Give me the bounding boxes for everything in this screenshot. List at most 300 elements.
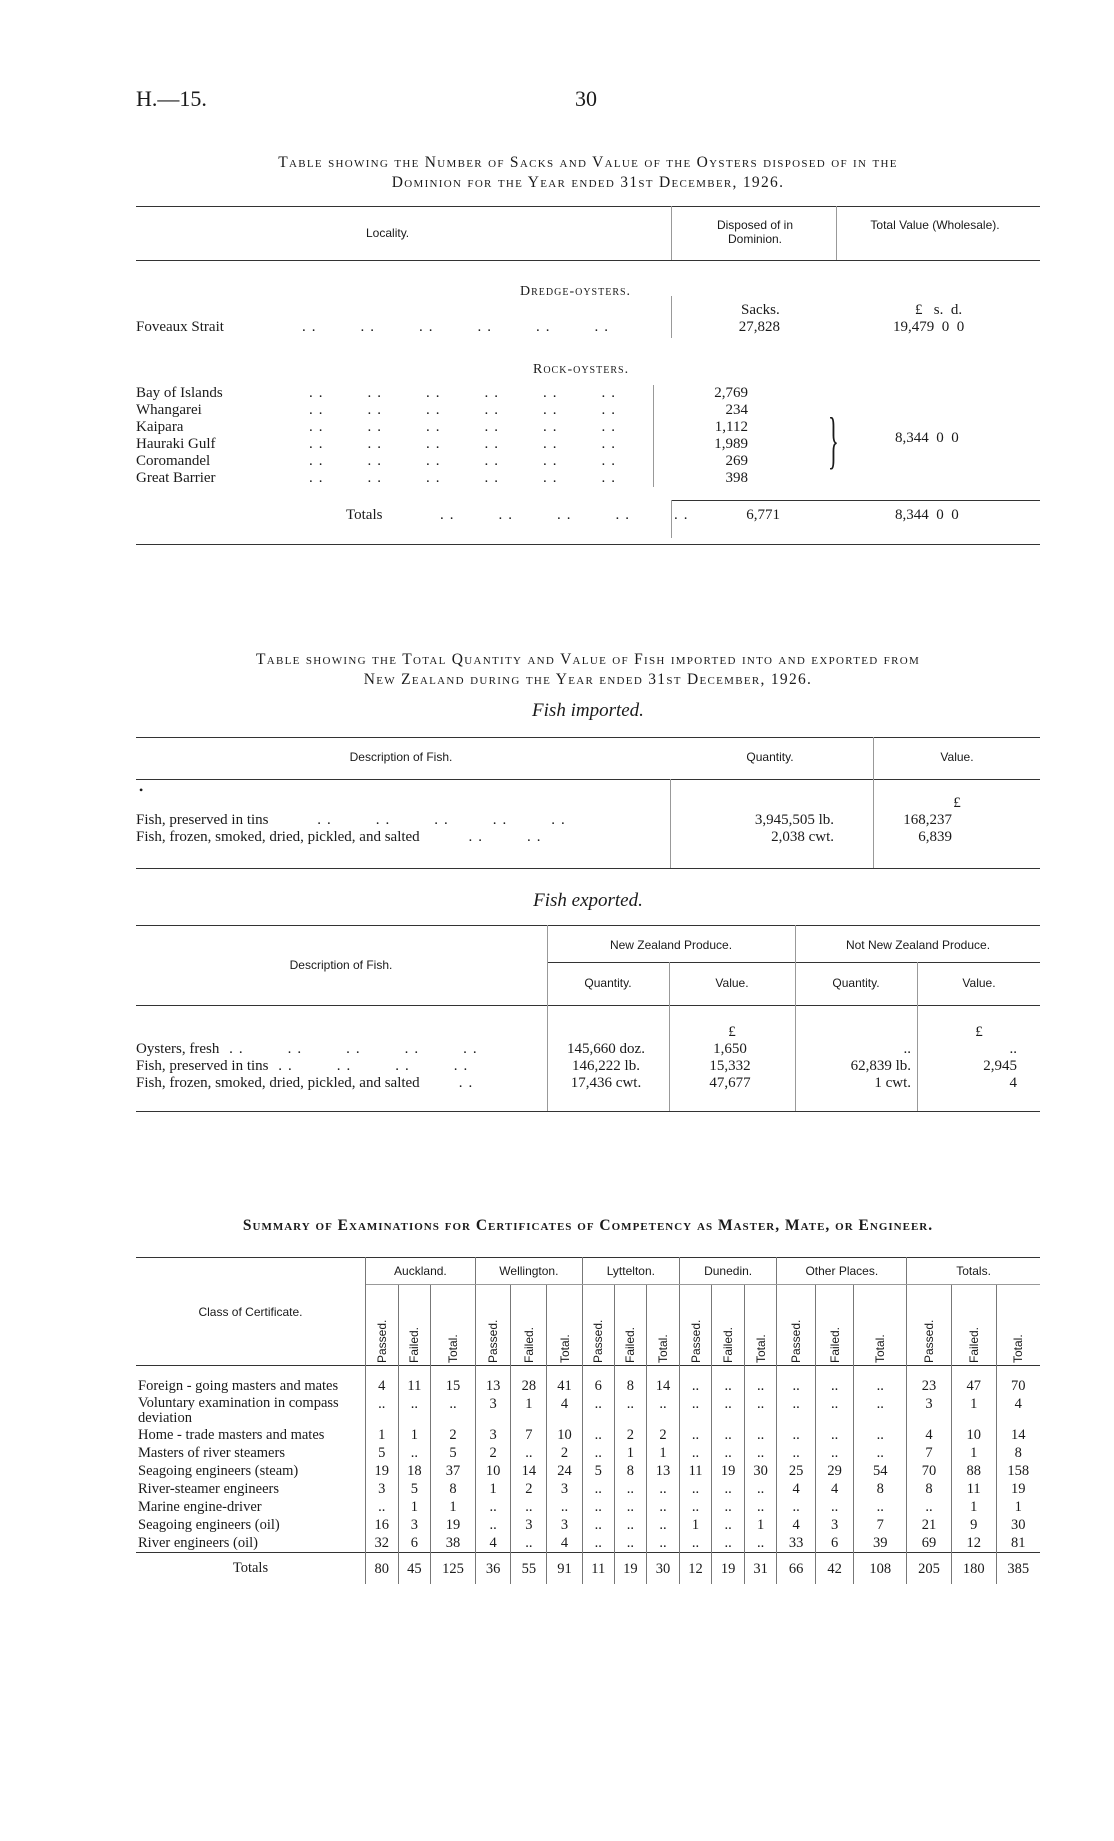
cell-value: ..	[582, 1426, 614, 1444]
cell-value: ..	[398, 1444, 431, 1462]
imported-top-rule	[136, 737, 1040, 738]
cell-value: 3	[475, 1395, 511, 1426]
imported-header-rule	[136, 779, 1040, 780]
exported-val1: 1,650	[713, 1041, 747, 1057]
rock-row-sacks: 1,112	[654, 419, 753, 436]
cell-value: 205	[907, 1553, 952, 1585]
table-row	[132, 470, 752, 487]
cell-value: 1	[647, 1444, 680, 1462]
cell-value: 4	[907, 1426, 952, 1444]
col-disposed-header: Disposed of in Dominion.	[716, 218, 794, 246]
table-row	[132, 402, 752, 419]
cell-value: 10	[475, 1462, 511, 1480]
exported-col-qty1: Quantity.	[584, 976, 632, 990]
cell-value: ..	[744, 1480, 777, 1498]
leader-dots: .. .. .. .. .. ..	[309, 453, 621, 469]
cell-value: ..	[712, 1516, 745, 1534]
table-row	[132, 812, 956, 829]
cell-value: 14	[647, 1366, 680, 1396]
cell-value: 11	[951, 1480, 996, 1498]
cell-value: 3	[398, 1516, 431, 1534]
cell-value: ..	[712, 1480, 745, 1498]
oysters-caption-line2: Dominion for the Year ended 31st December, 1926.	[391, 174, 785, 191]
cell-value: ..	[712, 1426, 745, 1444]
table-row	[136, 1480, 1040, 1498]
cell-value: ..	[777, 1366, 815, 1396]
cell-value: ..	[582, 1444, 614, 1462]
cell-value: ..	[614, 1480, 647, 1498]
cell-value: 2	[614, 1426, 647, 1444]
cell-value: 2	[647, 1426, 680, 1444]
cell-value: ..	[712, 1366, 745, 1396]
cell-value: ..	[744, 1426, 777, 1444]
cell-value: 8	[614, 1462, 647, 1480]
exported-mid-rule	[548, 962, 1040, 963]
cell-value: 3	[547, 1480, 583, 1498]
exams-body	[136, 1366, 1040, 1585]
dredge-row-sacks: 27,828	[738, 319, 780, 335]
exported-qty1: 145,660 doz.	[567, 1041, 645, 1057]
exported-top-rule	[136, 925, 1040, 926]
cell-value: ..	[744, 1395, 777, 1426]
cell-value: 39	[854, 1534, 907, 1553]
rock-row-name: Kaipara	[136, 419, 184, 435]
cell-value: 5	[366, 1444, 399, 1462]
place-wellington: Wellington.	[475, 1258, 582, 1285]
cell-value: 18	[398, 1462, 431, 1480]
exported-val2: 4	[1009, 1075, 1017, 1091]
row-label: Totals	[136, 1553, 366, 1585]
pound-sign: £	[975, 1024, 983, 1040]
cell-value: 91	[547, 1553, 583, 1585]
rock-row-name: Great Barrier	[136, 470, 216, 486]
cell-value: 19	[712, 1462, 745, 1480]
imported-qty: 3,945,505 lb.	[754, 812, 834, 828]
col-total: Total.	[547, 1285, 583, 1366]
cell-value: 6	[398, 1534, 431, 1553]
exams-table	[136, 1257, 1040, 1584]
place-auckland: Auckland.	[366, 1258, 476, 1285]
imported-val: 168,237	[903, 812, 952, 828]
col-failed: Failed.	[614, 1285, 647, 1366]
cell-value: 16	[366, 1516, 399, 1534]
cell-value: 30	[1011, 1517, 1026, 1533]
right-brace: }	[828, 404, 839, 475]
cell-value: 24	[547, 1462, 583, 1480]
table-row	[132, 419, 752, 436]
table-row	[132, 1058, 1021, 1075]
exported-bottom-rule	[136, 1111, 1040, 1112]
col-divider	[671, 500, 672, 538]
leader-dots: .. .. .. .. .. ..	[309, 470, 621, 486]
cell-value: ..	[547, 1498, 583, 1516]
cell-value: ..	[712, 1534, 745, 1553]
col-passed: Passed.	[777, 1285, 815, 1366]
fish-caption-line1: Table showing the Total Quantity and Value of Fish imported into and exported from	[255, 651, 921, 668]
cell-value: ..	[679, 1534, 712, 1553]
col-total: Total.	[854, 1285, 907, 1366]
fish-imported-title: Fish imported.	[532, 700, 644, 721]
oysters-caption-line1: Table showing the Number of Sacks and Value of the Oysters disposed of in the	[278, 154, 898, 171]
row-label: Masters of river steamers	[136, 1444, 366, 1462]
cell-value: 1	[366, 1426, 399, 1444]
cell-value: 30	[647, 1553, 680, 1585]
exported-qty2: 62,839 lb.	[850, 1058, 911, 1074]
col-failed: Failed.	[511, 1285, 547, 1366]
col-total: Total.	[431, 1285, 476, 1366]
cell-value: ..	[614, 1498, 647, 1516]
table-row	[136, 1366, 1040, 1396]
exported-qty1: 17,436 cwt.	[570, 1075, 642, 1091]
cell-value: 42	[815, 1553, 853, 1585]
cell-value: 1	[679, 1516, 712, 1534]
col-failed: Failed.	[398, 1285, 431, 1366]
exported-col-qty2: Quantity.	[832, 976, 880, 990]
col-divider	[836, 206, 837, 260]
cell-value: ..	[777, 1426, 815, 1444]
rock-row-sacks: 234	[654, 402, 753, 419]
cell-value: 3	[511, 1516, 547, 1534]
cell-value: 11	[398, 1366, 431, 1396]
cell-value: 10	[547, 1426, 583, 1444]
cell-value: 1	[431, 1498, 476, 1516]
cell-value: ..	[582, 1516, 614, 1534]
col-passed: Passed.	[475, 1285, 511, 1366]
cell-value: 38	[431, 1534, 476, 1553]
leader-dots: .. .. .. .. ..	[440, 507, 694, 523]
rock-row-sacks: 2,769	[654, 385, 753, 402]
place-dunedin: Dunedin.	[679, 1258, 777, 1285]
cell-value: ..	[582, 1498, 614, 1516]
row-label: Seagoing engineers (oil)	[136, 1516, 366, 1534]
exported-desc: Fish, preserved in tins .. .. .. ..	[136, 1058, 474, 1074]
imported-bottom-rule	[136, 868, 1040, 869]
cell-value: 7	[907, 1444, 952, 1462]
cell-value: 9	[951, 1516, 996, 1534]
col-locality-header: Locality.	[366, 226, 410, 240]
cell-value: 8	[614, 1366, 647, 1396]
rock-row-name: Hauraki Gulf	[136, 436, 216, 452]
leader-dots: .. .. .. .. .. ..	[309, 385, 621, 401]
cell-value: ..	[511, 1498, 547, 1516]
cell-value: 158	[1007, 1463, 1030, 1479]
leader-dots: .. .. .. .. .. ..	[309, 419, 621, 435]
cell-value: 1	[398, 1426, 431, 1444]
exported-col-val1: Value.	[715, 976, 749, 990]
rock-oysters-table	[132, 385, 752, 487]
imported-val: 6,839	[918, 829, 952, 845]
cell-value: ..	[854, 1444, 907, 1462]
exported-desc: Oysters, fresh .. .. .. .. ..	[136, 1041, 483, 1057]
cell-value: ..	[366, 1395, 399, 1426]
cell-value: 14	[511, 1462, 547, 1480]
cell-value: ..	[511, 1444, 547, 1462]
cell-value: ..	[854, 1426, 907, 1444]
cell-value: ..	[712, 1498, 745, 1516]
cell-value: 70	[1011, 1378, 1026, 1394]
cell-value: 3	[475, 1426, 511, 1444]
pound-sign: £	[728, 1024, 736, 1040]
cell-value: ..	[744, 1366, 777, 1396]
cell-value: 28	[511, 1366, 547, 1396]
cell-value: ..	[815, 1366, 853, 1396]
col-passed: Passed.	[582, 1285, 614, 1366]
imported-col-desc: Description of Fish.	[349, 750, 453, 764]
cell-value: 19	[712, 1553, 745, 1585]
cell-value: ..	[679, 1480, 712, 1498]
cell-value: 2	[547, 1444, 583, 1462]
cell-value: ..	[647, 1516, 680, 1534]
exported-desc: Fish, frozen, smoked, dried, pickled, and salted ..	[136, 1075, 479, 1091]
cell-value: ..	[614, 1395, 647, 1426]
oysters-bottom-rule	[136, 544, 1040, 545]
unit-lsd: £ s. d.	[915, 302, 963, 318]
cell-value: ..	[511, 1534, 547, 1553]
totals-value: 8,344 0 0	[895, 507, 959, 523]
document-reference: H.—15.	[136, 86, 207, 111]
cell-value: 37	[431, 1462, 476, 1480]
header-row	[136, 1258, 1040, 1285]
not-nz-produce-header: Not New Zealand Produce.	[845, 938, 991, 952]
rock-row-sacks: 1,989	[654, 436, 753, 453]
cell-value: 4	[475, 1534, 511, 1553]
totals-label: Totals	[346, 507, 383, 523]
cell-value: 12	[679, 1553, 712, 1585]
fish-caption-line2: New Zealand during the Year ended 31st December, 1926.	[363, 671, 813, 688]
col-failed: Failed.	[815, 1285, 853, 1366]
row-label: River engineers (oil)	[136, 1534, 366, 1553]
cell-value: ..	[582, 1480, 614, 1498]
exported-val1: 47,677	[709, 1075, 751, 1091]
cell-value: ..	[815, 1426, 853, 1444]
cell-value: ..	[744, 1498, 777, 1516]
cell-value: 385	[1007, 1561, 1030, 1577]
cell-value: 11	[582, 1553, 614, 1585]
col-passed: Passed.	[679, 1285, 712, 1366]
cell-value: ..	[679, 1366, 712, 1396]
totals-sacks: 6,771	[746, 507, 780, 523]
place-other: Other Places.	[777, 1258, 907, 1285]
dredge-row-name: Foveaux Strait	[136, 319, 224, 335]
row-label: Seagoing engineers (steam)	[136, 1462, 366, 1480]
fish-exported-title: Fish exported.	[533, 890, 643, 911]
col-passed: Passed.	[907, 1285, 952, 1366]
cell-value: 55	[511, 1553, 547, 1585]
cell-value: ..	[744, 1534, 777, 1553]
col-divider	[671, 206, 672, 260]
col-total: Total.	[647, 1285, 680, 1366]
cell-value: ..	[647, 1498, 680, 1516]
pound-sign: £	[953, 795, 961, 811]
place-lyttelton: Lyttelton.	[582, 1258, 679, 1285]
cell-value: ..	[366, 1498, 399, 1516]
col-class: Class of Certificate.	[136, 1258, 366, 1366]
cell-value: 4	[547, 1534, 583, 1553]
col-total: Total.	[744, 1285, 777, 1366]
cell-value: ..	[679, 1426, 712, 1444]
cell-value: ..	[679, 1444, 712, 1462]
cell-value: 66	[777, 1553, 815, 1585]
table-row	[136, 1462, 1040, 1480]
cell-value: ..	[744, 1444, 777, 1462]
cell-value: 30	[744, 1462, 777, 1480]
cell-value: 1	[511, 1395, 547, 1426]
cell-value: 4	[777, 1516, 815, 1534]
cell-value: 1	[951, 1395, 996, 1426]
cell-value: 7	[854, 1516, 907, 1534]
page-number: 30	[575, 86, 597, 111]
cell-value: 54	[854, 1462, 907, 1480]
cell-value: 1	[744, 1516, 777, 1534]
exported-val2: ..	[1009, 1041, 1017, 1057]
oysters-top-rule	[136, 206, 1040, 207]
col-failed: Failed.	[712, 1285, 745, 1366]
table-row	[136, 1516, 1040, 1534]
cell-value: 11	[679, 1462, 712, 1480]
cell-value: ..	[398, 1395, 431, 1426]
cell-value: 45	[398, 1553, 431, 1585]
cell-value: 1	[398, 1498, 431, 1516]
cell-value: 5	[431, 1444, 476, 1462]
cell-value: 19	[431, 1516, 476, 1534]
row-label: Voluntary examination in compass deviation	[136, 1395, 366, 1426]
cell-value: 2	[511, 1480, 547, 1498]
table-row	[132, 453, 752, 470]
dredge-row-value: 19,479 0 0	[893, 319, 965, 335]
imported-desc: Fish, preserved in tins .. .. .. .. ..	[136, 812, 571, 828]
table-row	[132, 829, 956, 846]
cell-value: 7	[511, 1426, 547, 1444]
cell-value: ..	[614, 1516, 647, 1534]
exported-col-desc: Description of Fish.	[289, 958, 393, 972]
cell-value: ..	[854, 1395, 907, 1426]
oysters-header-rule	[136, 260, 1040, 261]
cell-value: 4	[777, 1480, 815, 1498]
cell-value: 1	[1014, 1499, 1022, 1515]
cell-value: 12	[951, 1534, 996, 1553]
cell-value: 19	[614, 1553, 647, 1585]
cell-value: ..	[431, 1395, 476, 1426]
rock-oysters-label: Rock-oysters.	[533, 362, 630, 377]
cell-value: ..	[582, 1534, 614, 1553]
rock-row-name: Coromandel	[136, 453, 211, 469]
cell-value: 1	[951, 1498, 996, 1516]
table-row	[136, 1444, 1040, 1462]
cell-value: ..	[475, 1498, 511, 1516]
rock-row-name: Bay of Islands	[136, 385, 223, 401]
cell-value: 47	[951, 1366, 996, 1396]
cell-value: ..	[854, 1498, 907, 1516]
imported-desc: Fish, frozen, smoked, dried, pickled, and salted .. ..	[136, 829, 547, 845]
cell-value: 15	[431, 1366, 476, 1396]
col-divider	[671, 296, 672, 338]
cell-value: 3	[815, 1516, 853, 1534]
cell-value: 125	[431, 1553, 476, 1585]
rock-total-value: 8,344 0 0	[895, 430, 959, 446]
table-row	[136, 1534, 1040, 1553]
rock-row-name: Whangarei	[136, 402, 202, 418]
col-divider	[873, 737, 874, 779]
rock-row-sacks: 269	[654, 453, 753, 470]
row-label: Marine engine-driver	[136, 1498, 366, 1516]
cell-value: 5	[582, 1462, 614, 1480]
cell-value: ..	[679, 1498, 712, 1516]
cell-value: 3	[366, 1480, 399, 1498]
cell-value: 2	[475, 1444, 511, 1462]
cell-value: 1	[614, 1444, 647, 1462]
cell-value: 41	[547, 1366, 583, 1396]
cell-value: ..	[475, 1516, 511, 1534]
cell-value: ..	[815, 1395, 853, 1426]
cell-value: 13	[647, 1462, 680, 1480]
cell-value: 19	[366, 1462, 399, 1480]
cell-value: ..	[777, 1444, 815, 1462]
table-row	[136, 1498, 1040, 1516]
cell-value: 25	[777, 1462, 815, 1480]
table-row	[136, 1426, 1040, 1444]
cell-value: ..	[777, 1395, 815, 1426]
cell-value: 13	[475, 1366, 511, 1396]
cell-value: ..	[815, 1444, 853, 1462]
row-label: Home - trade masters and mates	[136, 1426, 366, 1444]
cell-value: 88	[951, 1462, 996, 1480]
cell-value: 31	[744, 1553, 777, 1585]
imported-col-val: Value.	[940, 750, 974, 764]
cell-value: 69	[907, 1534, 952, 1553]
row-label: River-steamer engineers	[136, 1480, 366, 1498]
cell-value: ..	[679, 1395, 712, 1426]
place-totals: Totals.	[907, 1258, 1040, 1285]
cell-value: 23	[907, 1366, 952, 1396]
cell-value: 14	[1011, 1427, 1026, 1443]
cell-value: ..	[712, 1395, 745, 1426]
cell-value: 21	[907, 1516, 952, 1534]
table-row	[132, 436, 752, 453]
cell-value: 6	[582, 1366, 614, 1396]
totals-rule	[672, 500, 1040, 501]
cell-value: 32	[366, 1534, 399, 1553]
cell-value: 108	[854, 1553, 907, 1585]
cell-value: ..	[815, 1498, 853, 1516]
cell-value: 1	[475, 1480, 511, 1498]
cell-value: 2	[431, 1426, 476, 1444]
exported-col-val2: Value.	[962, 976, 996, 990]
cell-value: 70	[907, 1462, 952, 1480]
cell-value: ..	[647, 1395, 680, 1426]
table-row	[136, 1395, 1040, 1426]
cell-value: ..	[582, 1395, 614, 1426]
cell-value: ..	[712, 1444, 745, 1462]
leader-dots: .. .. .. .. .. ..	[309, 402, 621, 418]
imported-col-qty: Quantity.	[746, 750, 794, 764]
cell-value: 8	[1014, 1445, 1022, 1461]
cell-value: 3	[907, 1395, 952, 1426]
rock-row-sacks: 398	[654, 470, 753, 487]
cell-value: 1	[951, 1444, 996, 1462]
cell-value: 19	[1011, 1481, 1026, 1497]
exported-val2: 2,945	[983, 1058, 1017, 1074]
bullet-mark: •	[139, 783, 144, 797]
col-passed: Passed.	[366, 1285, 399, 1366]
nz-produce-header: New Zealand Produce.	[609, 938, 733, 952]
totals-row	[136, 1553, 1040, 1585]
cell-value: 180	[951, 1553, 996, 1585]
leader-dots: .. .. .. .. .. ..	[309, 436, 621, 452]
leader-dots: .. .. .. .. .. ..	[302, 319, 614, 335]
cell-value: 10	[951, 1426, 996, 1444]
imported-table	[132, 812, 956, 846]
cell-value: ..	[907, 1498, 952, 1516]
